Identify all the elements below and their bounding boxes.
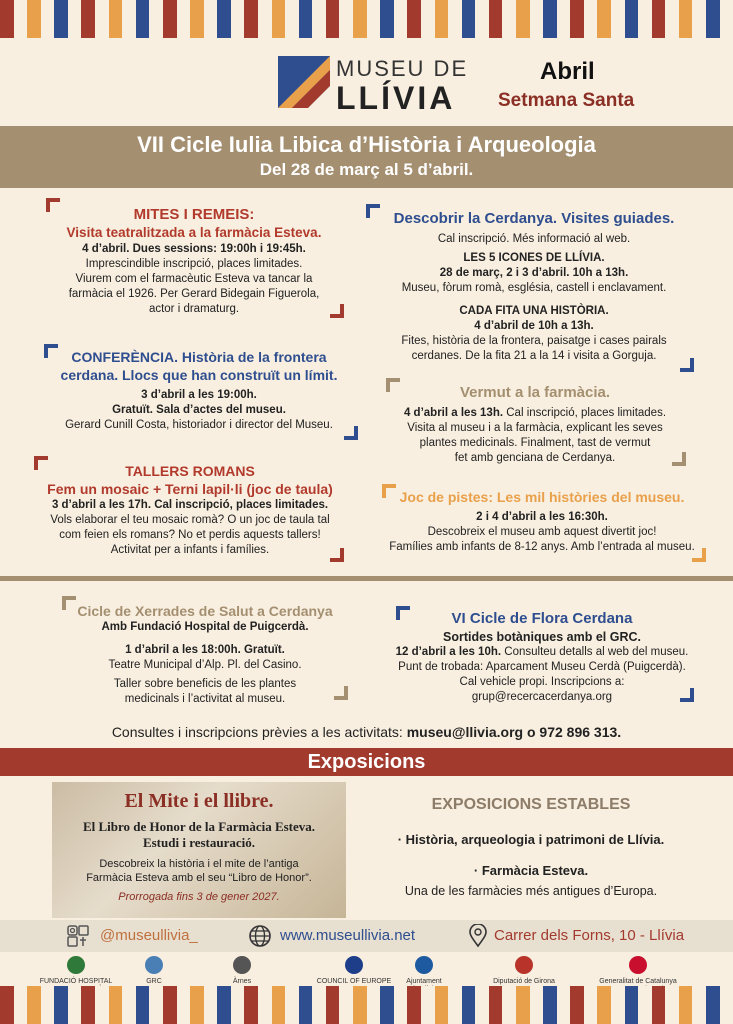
stripe [122, 986, 136, 1024]
cycle-banner [0, 126, 733, 188]
partner-logos [0, 954, 733, 986]
stripe [570, 986, 584, 1024]
partner-name: COUNCIL OF EUROPE [316, 978, 392, 985]
book-description: Descobreix la història i el mite de l’antiga [99, 858, 299, 870]
event-text: Museu, fòrum romà, església, castell i enclavament. [401, 282, 667, 294]
stripe [462, 0, 476, 38]
book-description: Farmàcia Esteva amb el seu “Libro de Honor”. [86, 872, 312, 884]
logo-text-line2: LLÍVIA [336, 80, 456, 116]
stripe [312, 0, 326, 38]
book-subtitle: Estudi i restauració. [142, 835, 256, 850]
corner-bracket-icon [330, 304, 344, 318]
stripe [339, 986, 353, 1024]
contact-separator: o [523, 724, 540, 740]
stripe [706, 986, 720, 1024]
stripe [597, 986, 611, 1024]
stripe [543, 0, 557, 38]
event-text: Punt de trobada: Aparcament Museu Cerdà (Puigcerdà). [398, 661, 686, 673]
stripe [530, 986, 544, 1024]
stripe [557, 0, 571, 38]
stripe [611, 986, 625, 1024]
stable-item: · Farmàcia Esteva. [473, 863, 589, 878]
contact-phone[interactable]: 972 896 313. [539, 724, 622, 740]
event-title: VI Cicle de Flora Cerdana [451, 610, 633, 627]
stripe [258, 986, 272, 1024]
stripe [136, 0, 150, 38]
event-date: 4 d’abril a les 13h. [403, 407, 504, 419]
stripe [475, 986, 489, 1024]
event-info: Consulteu detalls al web del museu. [501, 646, 689, 658]
event-text: Vols elaborar el teu mosaic romà? O un joc de taula tal [50, 514, 330, 526]
stripe [652, 986, 666, 1024]
event-date: 28 de març, 2 i 3 d’abril. 10h a 13h. [439, 267, 629, 279]
week-title: Setmana Santa [498, 90, 635, 111]
stripe [394, 0, 408, 38]
partner-name: Ajuntament [406, 978, 442, 985]
museum-logo-icon [278, 56, 330, 108]
event-title: Descobrir la Cerdanya. Visites guiades. [393, 210, 675, 227]
contact-email-link[interactable]: museu@llivia.org [406, 724, 524, 740]
stripe [68, 986, 82, 1024]
council-icon [345, 956, 363, 974]
event-date: 2 i 4 d’abril a les 16:30h. [476, 511, 608, 523]
stripe [679, 986, 693, 1024]
stripe [502, 0, 516, 38]
stripe [502, 986, 516, 1024]
stripe [14, 0, 28, 38]
stable-item: · Història, arqueologia i patrimoni de Llívia. [397, 832, 665, 847]
exhibitions-header: Exposicions [0, 748, 733, 776]
stable-title: EXPOSICIONS ESTABLES [431, 796, 631, 813]
section-divider [0, 576, 733, 581]
event-title: TALLERS ROMANS [125, 463, 255, 479]
generalitat-icon [629, 956, 647, 974]
stripe [326, 0, 340, 38]
event-date: 4 d’abril de 10h a 13h. [474, 320, 594, 332]
stripe [244, 0, 258, 38]
event-text: farmàcia el 1926. Per Gerard Bidegain Figuerola, [68, 288, 320, 300]
stripe [367, 986, 381, 1024]
stripe [692, 0, 706, 38]
event-text: Imprescindible inscripció, places limitades. [85, 258, 303, 270]
event-title: MITES I REMEIS: [133, 206, 255, 223]
stripe [163, 986, 177, 1024]
event-date: 3 d’abril a les 19:00h. [141, 389, 257, 401]
stripe [231, 986, 245, 1024]
event-speaker: Gerard Cunill Costa, historiador i director del Museu. [65, 419, 333, 431]
stripe [109, 0, 123, 38]
stripe [54, 0, 68, 38]
event-info: Cal inscripció, places limitades. [503, 407, 667, 419]
stripe [380, 0, 394, 38]
event-text: Taller sobre beneficis de les plantes [113, 678, 297, 690]
stripe [720, 0, 733, 38]
event-text: Cal vehicle propi. Inscripcions a: [459, 676, 625, 688]
book-subtitle: El Libro de Honor de la Farmàcia Esteva. [82, 819, 316, 834]
stripe [14, 986, 28, 1024]
stripe [190, 0, 204, 38]
website-link[interactable]: www.museullivia.net [280, 927, 416, 944]
event-salut [60, 602, 350, 707]
stripe [272, 0, 286, 38]
event-title: Joc de pistes: Les mil històries del museu. [399, 489, 685, 505]
location-pin-icon [468, 924, 488, 954]
stripe [299, 0, 313, 38]
stripe [448, 986, 462, 1024]
stripe [692, 986, 706, 1024]
stripe [204, 986, 218, 1024]
stripe [41, 0, 55, 38]
stripe [665, 986, 679, 1024]
stripe [421, 986, 435, 1024]
partner-name: Diputació de Girona [493, 978, 555, 985]
event-text: Visita al museu i a la farmàcia, explicant les seves [407, 422, 663, 434]
event-conferencia [40, 348, 358, 433]
stripe [407, 0, 421, 38]
stripe [190, 986, 204, 1024]
book-until: Prorrogada fins 3 de gener 2027. [118, 891, 280, 903]
event-flora [384, 610, 700, 705]
corner-bracket-icon [680, 688, 694, 702]
event-subtitle: Sortides botàniques amb el GRC. [443, 630, 641, 644]
stripe [95, 0, 109, 38]
stripe [652, 0, 666, 38]
partner-logo [108, 956, 200, 986]
event-text: Fites, història de la frontera, paisatge i cases pairals [401, 335, 667, 347]
stripe [339, 0, 353, 38]
stripe [625, 0, 639, 38]
event-text: actor i dramaturg. [148, 303, 240, 315]
stripe [638, 986, 652, 1024]
stripe [326, 986, 340, 1024]
event-title: Cicle de Xerrades de Salut a Cerdanya [77, 603, 333, 619]
globe-icon [248, 924, 272, 954]
footer-bar [0, 920, 733, 952]
stripe [557, 986, 571, 1024]
stripe [285, 0, 299, 38]
event-date: 4 d’abril. Dues sessions: 19:00h i 19:45h. [82, 243, 306, 255]
event-text: Activitat per a infants i famílies. [110, 544, 270, 556]
book-exhibition [52, 782, 346, 918]
grc-icon [145, 956, 163, 974]
social-handle-link[interactable]: @museullivia_ [100, 927, 198, 944]
stripe [27, 0, 41, 38]
stripe [516, 0, 530, 38]
arnes-icon [233, 956, 251, 974]
cycle-dates: Del 28 de març al 5 d’abril. [259, 160, 474, 179]
stripe [380, 986, 394, 1024]
stripe [231, 0, 245, 38]
stripe [54, 986, 68, 1024]
contact-line [0, 724, 733, 740]
stripe [421, 0, 435, 38]
partner-logo [196, 956, 288, 986]
event-place: Teatre Municipal d’Alp. Pl. del Casino. [108, 659, 302, 671]
event-subtitle: Visita teatralitzada a la farmàcia Esteva. [66, 225, 322, 240]
event-cerdanya [370, 210, 698, 364]
stable-exhibitions [376, 796, 686, 898]
event-mites [40, 206, 348, 317]
stripe [570, 0, 584, 38]
stripe [475, 0, 489, 38]
stripe [122, 0, 136, 38]
event-vermut [380, 384, 690, 466]
event-info: Cal inscripció. Més informació al web. [437, 233, 631, 245]
stripe [27, 986, 41, 1024]
event-text: fet amb genciana de Cerdanya. [454, 452, 616, 464]
stripe [81, 0, 95, 38]
logo-text-line1: MUSEU DE [336, 56, 469, 81]
event-subtitle: CADA FITA UNA HISTÒRIA. [459, 305, 609, 317]
stripe [435, 986, 449, 1024]
stripe [435, 0, 449, 38]
event-date: 1 d’abril a les 18:00h. Gratuït. [125, 644, 285, 656]
stripe [149, 0, 163, 38]
stripe [462, 986, 476, 1024]
corner-bracket-icon [692, 548, 706, 562]
stripe [217, 0, 231, 38]
stripe [489, 986, 503, 1024]
stripe [204, 0, 218, 38]
stripe [149, 986, 163, 1024]
stripe [353, 0, 367, 38]
month-title: Abril [540, 58, 595, 85]
event-subtitle: LES 5 ICONES DE LLÍVIA. [463, 252, 605, 264]
stripe [285, 986, 299, 1024]
stripe [665, 0, 679, 38]
corner-bracket-icon [672, 452, 686, 466]
hospital-icon [67, 956, 85, 974]
stripe [543, 986, 557, 1024]
event-date: 12 d’abril a les 10h. [395, 646, 502, 658]
stable-item-desc: Una de les farmàcies més antigues d’Europa. [404, 884, 658, 898]
partner-logo [478, 956, 570, 986]
stripe [95, 986, 109, 1024]
event-org: Amb Fundació Hospital de Puigcerdà. [101, 621, 309, 633]
stripe [584, 986, 598, 1024]
event-text: plantes medicinals. Finalment, tast de vermut [419, 437, 651, 449]
stripe [611, 0, 625, 38]
event-title: Vermut a la farmàcia. [459, 384, 611, 401]
event-subtitle: Fem un mosaic + Terni lapil·li (joc de taula) [47, 481, 333, 497]
stripe [367, 0, 381, 38]
stripe [68, 0, 82, 38]
stripe [394, 986, 408, 1024]
partner-name: Àrnes [232, 978, 252, 985]
event-text: com feien els romans? No et perdis aquests tallers! [59, 529, 321, 541]
partner-name: GRC [146, 978, 162, 985]
event-text: Descobreix el museu amb aquest divertit joc! [427, 526, 657, 538]
corner-bracket-icon [680, 358, 694, 372]
stripe [0, 986, 14, 1024]
stripe [584, 0, 598, 38]
flora-email-link[interactable]: grup@recercacerdanya.org [471, 691, 613, 703]
stripe [638, 0, 652, 38]
bottom-stripe-border [0, 986, 733, 1024]
stripe [407, 986, 421, 1024]
stripe [299, 986, 313, 1024]
event-title: CONFERÈNCIA. Història de la frontera [71, 349, 327, 365]
corner-bracket-icon [334, 686, 348, 700]
stripe [81, 986, 95, 1024]
event-title: cerdana. Llocs que han construït un límit. [60, 367, 338, 383]
event-tallers [32, 462, 348, 558]
stripe [625, 986, 639, 1024]
event-text: Viurem com el farmacèutic Esteva va tancar la [75, 273, 313, 285]
stripe [258, 0, 272, 38]
social-icon [66, 924, 90, 954]
corner-bracket-icon [330, 548, 344, 562]
event-date: 3 d’abril a les 17h. Cal inscripció, places limitades. [51, 499, 329, 511]
book-title: El Mite i el llibre. [124, 790, 274, 812]
stripe [136, 986, 150, 1024]
stripe [353, 986, 367, 1024]
stripe [312, 986, 326, 1024]
event-text: medicinals i l’activitat al museu. [124, 693, 286, 705]
stripe [41, 986, 55, 1024]
stripe [679, 0, 693, 38]
stripe [706, 0, 720, 38]
shield-icon [415, 956, 433, 974]
event-pistes [380, 488, 704, 555]
stripe [597, 0, 611, 38]
cycle-title: VII Cicle Iulia Libica d’Història i Arqueologia [137, 132, 596, 157]
event-place: Gratuït. Sala d’actes del museu. [112, 404, 286, 416]
corner-bracket-icon [344, 426, 358, 440]
stripe [516, 986, 530, 1024]
top-stripe-border [0, 0, 733, 38]
stripe [177, 986, 191, 1024]
partner-name: Generalitat de Catalunya [599, 978, 677, 985]
contact-text: Consultes i inscripcions prèvies a les activitats: [111, 724, 407, 740]
stripe [272, 986, 286, 1024]
stripe [177, 0, 191, 38]
partner-name: FUNDACIÓ HOSPITAL [39, 978, 113, 985]
stripe [448, 0, 462, 38]
stripe [720, 986, 733, 1024]
header [0, 50, 733, 120]
stripe [217, 986, 231, 1024]
stripe [109, 986, 123, 1024]
stripe [530, 0, 544, 38]
stripe [244, 986, 258, 1024]
stripe [0, 0, 14, 38]
stripe [163, 0, 177, 38]
event-text: Famílies amb infants de 8-12 anys. Amb l’entrada al museu. [389, 541, 695, 553]
address: Carrer dels Forns, 10 - Llívia [494, 927, 685, 944]
event-text: cerdanes. De la fita 21 a la 14 i visita a Gorguja. [411, 350, 657, 362]
girona-icon [515, 956, 533, 974]
stripe [489, 0, 503, 38]
